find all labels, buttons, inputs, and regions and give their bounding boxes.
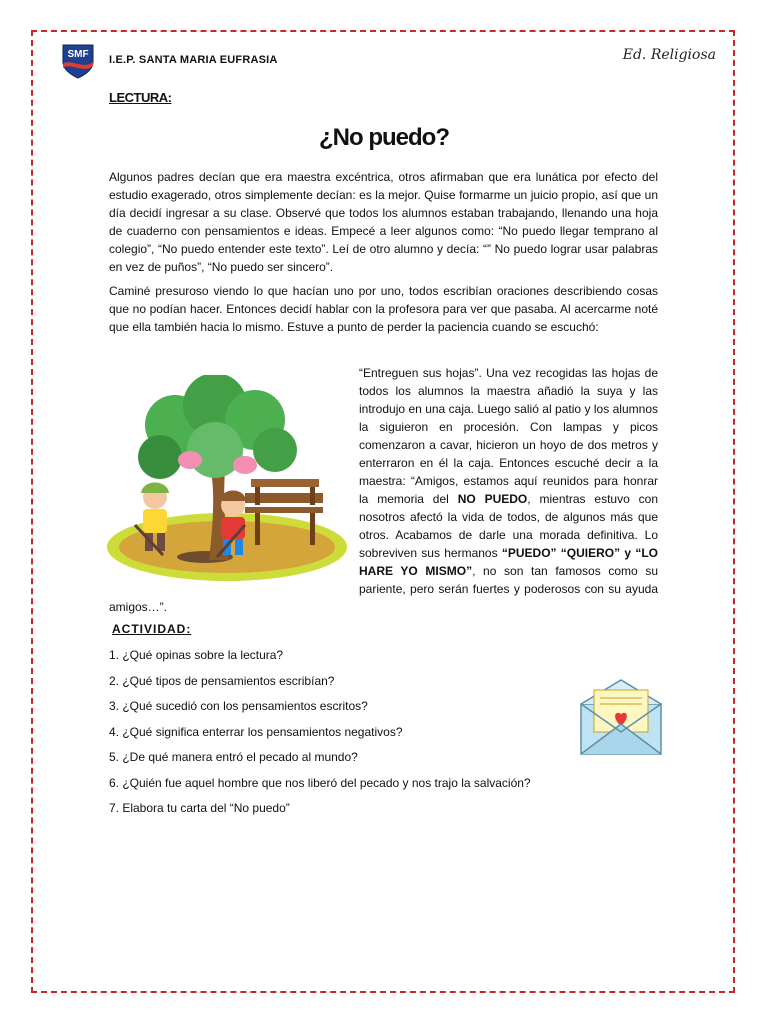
- activity-label: ACTIVIDAD:: [112, 622, 192, 636]
- question-item: 2. ¿Qué tipos de pensamientos escribían?: [109, 673, 335, 688]
- question-item: 4. ¿Qué significa enterrar los pensamientos negativos?: [109, 724, 403, 739]
- kids-digging-illustration: [105, 375, 350, 585]
- school-logo-icon: [60, 42, 96, 80]
- paragraph-3-part-a: “Entreguen sus hojas”. Una vez recogidas las hojas de todos los alumnos la maestra añadió la suya y las introdujo en una caja. Luego salió al patio y los alumnos la siguieron en procesión. Con lampas y picos comenzaron a cavar, hicieron un hoyo de dos metros y enterraron en él la caja. Entonces escuché decir a la maestra: “Amigos, estamos aquí reunidos para honrar la memoria del: [359, 366, 658, 506]
- paragraph-3-bold-no-puedo: NO PUEDO: [457, 492, 528, 506]
- reading-title: ¿No puedo?: [319, 124, 449, 151]
- question-item: 3. ¿Qué sucedió con los pensamientos escritos?: [109, 699, 368, 713]
- question-item: 6. ¿Quién fue aquel hombre que nos liberó del pecado y nos trajo la salvación?: [109, 775, 531, 790]
- paragraph-2: Caminé presuroso viendo lo que hacían uno por uno, todos escribían oraciones describiendo cosas que no podían hacer. Entonces decidí hablar con la profesora para ver que pasaba. Al acercarme noté que ella también hacia lo mismo. Estuve a punto de perder la paciencia cuando se escuchó:: [109, 284, 658, 334]
- question-item: 5. ¿De qué manera entró el pecado al mundo?: [109, 750, 358, 764]
- school-name: I.E.P. SANTA MARIA EUFRASIA: [109, 54, 278, 66]
- paragraph-3-bold-siblings: “PUEDO” “QUIERO” y “LO HARE YO MISMO”: [359, 546, 658, 578]
- paragraph-3-part-c: , mientras estuvo con nosotros afectó la vida de todos, de algunos más que otros. Acabamos de darle una morada definitiva. Lo sobreviven sus hermanos: [359, 492, 659, 560]
- question-item: 1. ¿Qué opinas sobre la lectura?: [109, 648, 284, 662]
- question-list: [109, 646, 579, 825]
- paragraph-1: Algunos padres decían que era maestra excéntrica, otros afirmaban que era lunática por efecto del estudio exagerado, otros simplemente decían: es la mejor. Quise formarme un juicio propio, así que un día decidí ingresar a su clase. Observé que todos los alumnos estaban trabajando, llenando una hoja de cuaderno con pensamientos e ideas. Empecé a leer algunos como: “No puedo llegar temprano al colegio”, “No puedo entender este texto”. Leí de otro alumno y decía: “” No puedo lograr usar palabras en vez de puños”, “No puedo ser sincero”.: [109, 170, 658, 274]
- reading-label: LECTURA:: [109, 90, 172, 105]
- subject-label: Ed. Religiosa: [622, 47, 716, 63]
- logo-text: SMF: [67, 49, 89, 60]
- envelope-letter-icon: [578, 676, 664, 758]
- question-item: 7. Elabora tu carta del “No puedo”: [109, 801, 290, 815]
- paragraph-3-part-e: , no son tan famosos como su pariente, pero serán fuertes y poderosos con su ayuda amigos…”.: [109, 564, 658, 614]
